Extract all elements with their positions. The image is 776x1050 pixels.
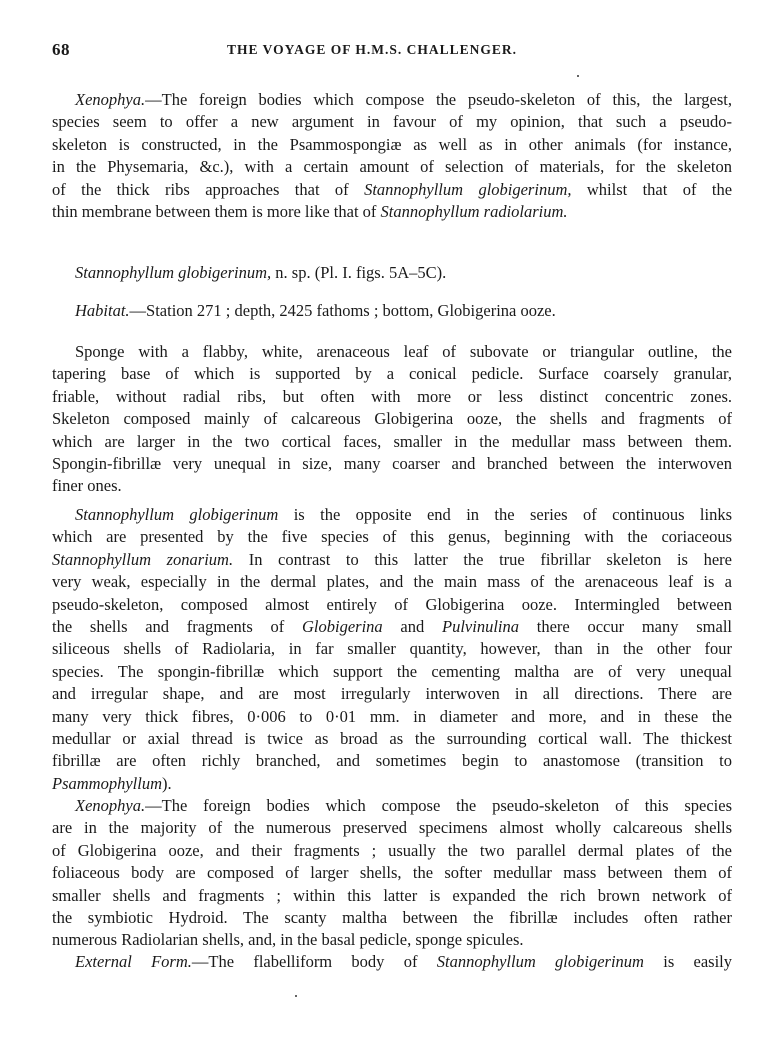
paragraph-xenophya <box>52 795 732 952</box>
text-line <box>52 773 732 795</box>
text-run: —The foreign bodies which compose the pseudo-skeleton of this, the largest, <box>145 90 732 109</box>
italic-label: Xenophya. <box>75 90 146 109</box>
print-speck <box>577 75 579 77</box>
text-run: is easily <box>643 952 733 971</box>
genus-name: Psammophyllum <box>52 773 162 793</box>
text-run: ). <box>162 773 172 793</box>
genus-name: Pulvinulina <box>442 616 519 636</box>
text-line: which are larger in the two cortical faces, smaller in the medullar mass between them. <box>52 431 732 451</box>
text-line: finer ones. <box>52 476 122 496</box>
habitat-label: Habitat. <box>75 301 130 320</box>
text-line: skeleton is constructed, in the Psammospongiæ as well as in other animals (for instance, <box>52 134 732 154</box>
italic-label: Xenophya. <box>75 796 146 815</box>
text-run: In contrast to this latter the true fibrillar skeleton is here <box>233 549 732 569</box>
text-line: Sponge with a flabby, white, arenaceous leaf of subovate or triangular outline, the <box>75 342 732 361</box>
text-line: foliaceous body are composed of larger shells, the softer medullar mass between them of <box>52 863 732 883</box>
text-run: and <box>382 616 442 636</box>
text-run: —The foreign bodies which compose the pseudo-skeleton of this species <box>145 796 732 815</box>
text-line: tapering base of which is supported by a conical pedicle. Surface coarsely granular, <box>52 364 732 384</box>
running-title: THE VOYAGE OF H.M.S. CHALLENGER. <box>227 42 518 57</box>
paragraph-xenophya-previous <box>52 89 732 223</box>
text-line: friable, without radial ribs, but often with more or less distinct concentric zones. <box>52 386 732 406</box>
text-line: fibrillæ are often richly branched, and sometimes begin to anastomose (transition to <box>52 751 732 771</box>
text-line <box>52 616 732 638</box>
habitat-line <box>75 300 556 322</box>
running-head <box>52 40 732 64</box>
text-line: in the Physemaria, &c.), with a certain amount of selection of materials, for the skeleton <box>52 157 732 177</box>
text-run: thin membrane between them is more like that of <box>52 201 381 221</box>
text-line: Skeleton composed mainly of calcareous Globigerina ooze, the shells and fragments of <box>52 409 732 429</box>
text-line <box>52 795 732 817</box>
habitat-text: —Station 271 ; depth, 2425 fathoms ; bottom, Globigerina ooze. <box>129 301 556 320</box>
text-line: numerous Radiolarian shells, and, in the basal pedicle, sponge spicules. <box>52 930 524 950</box>
text-line <box>52 201 732 223</box>
text-line: which are presented by the five species of this genus, beginning with the coriaceous <box>52 527 732 547</box>
species-name: Stannophyllum globigerinum, <box>364 179 572 199</box>
genus-name: Globigerina <box>302 616 383 636</box>
text-run: there occur many small <box>519 616 732 636</box>
text-line: the symbiotic Hydroid. The scanty maltha between the fibrillæ includes often rather <box>52 907 732 927</box>
text-run: —The flabelliform body of <box>191 952 437 971</box>
text-run: of the thick ribs approaches that of <box>52 179 365 199</box>
text-line: siliceous shells of Radiolaria, in far smaller quantity, however, than in the other four <box>52 639 732 659</box>
species-name: Stannophyllum radiolarium. <box>380 201 568 221</box>
text-line: are in the majority of the numerous preserved specimens almost wholly calcareous shells <box>52 818 732 838</box>
paragraph-comparison <box>52 504 732 795</box>
print-speck <box>295 995 297 997</box>
text-line: and irregular shape, and are most irregularly interwoven in all directions. There are <box>52 684 732 704</box>
species-heading <box>75 262 446 284</box>
text-line: medullar or axial thread is twice as broad as the surrounding cortical wall. The thickest <box>52 728 732 748</box>
text-line: species seem to offer a new argument in favour of my opinion, that such a pseudo- <box>52 112 732 132</box>
text-line <box>52 549 732 571</box>
text-run: is the opposite end in the series of continuous links <box>278 505 732 524</box>
text-line <box>52 179 732 201</box>
text-line: of Globigerina ooze, and their fragments ; usually the two parallel dermal plates of the <box>52 840 732 860</box>
species-name: Stannophyllum globigerinum <box>436 952 644 971</box>
text-line: very weak, especially in the dermal plates, and the main mass of the arenaceous leaf is a <box>52 572 732 592</box>
text-line: pseudo-skeleton, composed almost entirely of Globigerina ooze. Intermingled between <box>52 594 732 614</box>
species-name: Stannophyllum globigerinum, <box>75 263 272 282</box>
species-heading-ref: n. sp. (Pl. I. figs. 5A–5C). <box>271 263 447 282</box>
paragraph-external-form <box>52 951 732 973</box>
text-line: Spongin-fibrillæ very unequal in size, many coarser and branched between the interwoven <box>52 453 732 473</box>
italic-label: External Form. <box>75 952 192 971</box>
text-line: species. The spongin-fibrillæ which support the cementing maltha are of very unequal <box>52 661 732 681</box>
text-line <box>52 504 732 526</box>
text-line <box>52 89 732 111</box>
text-line: many very thick fibres, 0·006 to 0·01 mm. in diameter and more, and in these the <box>52 706 732 726</box>
species-name: Stannophyllum globigerinum <box>75 505 279 524</box>
text-run: the shells and fragments of <box>52 616 303 636</box>
text-line: smaller shells and fragments ; within this latter is expanded the rich brown network of <box>52 885 732 905</box>
paragraph-description <box>52 341 732 498</box>
page-number: 68 <box>52 40 70 59</box>
species-name: Stannophyllum zonarium. <box>52 549 234 569</box>
text-run: whilst that of the <box>571 179 733 199</box>
text-line <box>52 951 732 973</box>
